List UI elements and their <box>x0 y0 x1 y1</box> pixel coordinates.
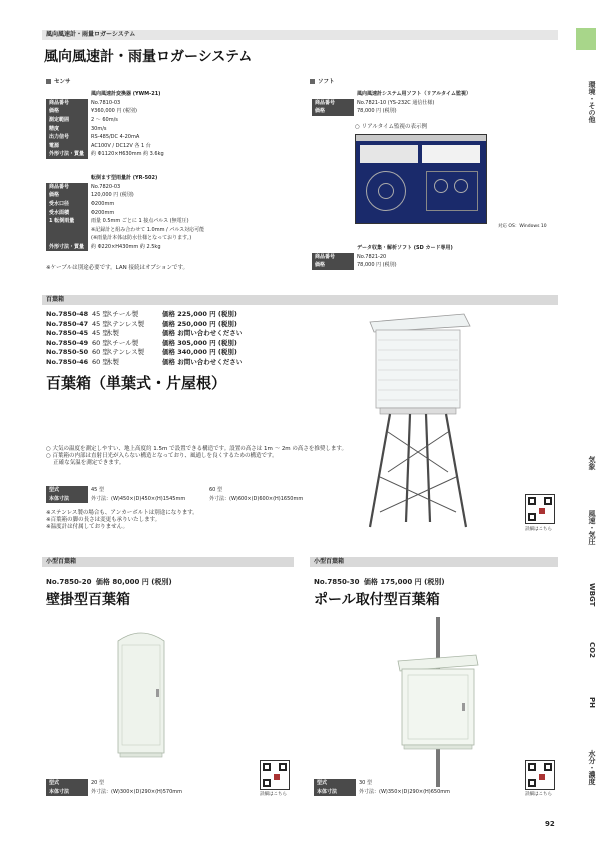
bullet-item: ○ 大気の温度を測定しやすい、地上高度約 1.5m で設置できる構造です。設置の高さは 1m 〜 2m の高さを推奨します。 <box>46 446 347 452</box>
list-item: No.7850-47 45 型ステンレス製 価格 250,000 円 (税別) <box>46 319 237 328</box>
note-item: ※温度計は付属しておりません。 <box>46 523 128 530</box>
hyakuyobako-bullets <box>46 446 516 467</box>
anemometer-name: 風向風速計変換器 (YWM-21) <box>91 91 161 98</box>
hyakuyobako-photo <box>360 312 476 532</box>
qr-caption-small-wall: 詳細はこちら <box>260 792 287 797</box>
software-section-heading: ソフト <box>310 79 335 86</box>
category-label: 風向風速計・雨量ロガーシステム <box>46 31 136 38</box>
list-item: No.7850-48 45 型スチール製 価格 225,000 円 (税別) <box>46 310 237 318</box>
note-item: ※百葉箱の脚の長さは変更も承りいたします。 <box>46 516 161 523</box>
side-tab-co2: CO2 <box>588 642 596 658</box>
hyakuyobako-spec-table: 型式 45 型 60 型 本体寸法 外寸法：(W)450×(D)450×(H)1545mm 外寸法：(W)600×(D)600×(H)1650mm <box>46 486 306 503</box>
qr-caption-hyakuyobako: 詳細はこちら <box>525 527 552 532</box>
software-screenshot <box>355 134 487 224</box>
monitor-software-table: 風向風速計システム用ソフト（リアルタイム監視） 商品番号 No.7821-10 (YS-232C 通信仕様) 価格 78,000 円 (税別) <box>312 90 474 116</box>
hyakuyobako-section-bar: 百葉箱 <box>42 295 558 305</box>
raingauge-name: 転倒ます型雨量計 (YR-502) <box>91 175 158 182</box>
os-note: 対応 OS：Windows 10 <box>498 224 547 229</box>
small-wall-title: 壁掛型百葉箱 <box>46 592 130 608</box>
bullet-item: ○ 百葉箱の内部は直射日光が入らない構造となっており、風通しを良くするための構造です。 <box>46 452 278 459</box>
small-pole-spec-table: 型式 30 型 本体寸法 外寸法：(W)350×(D)290×(H)650mm <box>314 779 453 796</box>
page-number: 92 <box>545 820 555 828</box>
sensor-note: ※ケーブルは別途必要です。LAN 接続はオプションです。 <box>46 265 189 271</box>
monitor-feature-note: ○ リアルタイム監視の表示例 <box>355 124 428 130</box>
side-tab-weather: 気象 <box>588 455 596 470</box>
hyakuyobako-notes <box>46 510 198 531</box>
hyakuyobako-title: 百葉箱（単葉式・片屋根） <box>46 374 227 392</box>
list-item: No.7850-49 60 型スチール製 価格 305,000 円 (税別) <box>46 338 237 347</box>
list-item: No.7850-46 60 型木製 価格 お問い合わせください <box>46 357 243 366</box>
datacollect-software-name: データ収集・解析ソフト (SD カード専用) <box>357 245 453 252</box>
small-pole-title: ポール取付型百葉箱 <box>314 592 440 608</box>
note-item: ※ステンレス製の場合も、アンカーボルトは別途になります。 <box>46 510 198 516</box>
qr-code-small-pole[interactable] <box>525 760 555 790</box>
raingauge-spec-table: 転倒ます型雨量計 (YR-502) 商品番号 No.7820-03 価格 120,000 円 (税別) 受水口径 Φ200mm 受水面積 Φ200mm 1 転倒雨量 雨量 0.5mm ごとに 1 接点パルス (無電圧) ※記録計と組み合わせて 1.0mm / パルス対応可能 (※雨量計本体は防水仕様となっております。) 外形寸法・質量 約 Φ220×H430mm 約 2.5kg <box>46 174 207 251</box>
qr-code-hyakuyobako[interactable] <box>525 494 555 524</box>
side-tab-wbgt: WBGT <box>588 583 596 607</box>
qr-code-small-wall[interactable] <box>260 760 290 790</box>
wall-hyakuyobako-photo <box>112 623 170 763</box>
bullet-item: 正確な気温を測定できます。 <box>46 459 125 466</box>
page-title: 風向風速計・雨量ロガーシステム <box>44 49 253 65</box>
anemometer-spec-table: 風向風速計変換器 (YWM-21) 商品番号 No.7810-03 価格 ¥360,000 円 (税別) 測定範囲 2 〜 60m/s 精度 30m/s 出力信号 RS-485/DC 4-20mA 電源 AC100V / DC12V 各 1 台 外形寸法・質量 約 Φ1120×H630mm 約 3.6kg <box>46 90 167 159</box>
side-tab-ph: PH <box>588 696 596 708</box>
sensor-section-heading: センサ <box>46 79 71 86</box>
pole-hyakuyobako-photo <box>392 617 482 787</box>
list-item: No.7850-50 60 型ステンレス製 価格 340,000 円 (税別) <box>46 348 237 356</box>
small-wall-product-line: No.7850-20 価格 80,000 円 (税別) <box>46 578 172 586</box>
qr-caption-small-pole: 詳細はこちら <box>525 792 552 797</box>
side-tab-wind: 風速・気圧 <box>588 509 596 545</box>
side-tab-moisture: 水分・濃度 <box>588 749 596 785</box>
side-accent <box>576 28 596 50</box>
list-item: No.7850-45 45 型木製 価格 お問い合わせください <box>46 329 243 337</box>
side-tab-top: 環境・その他 <box>588 81 596 123</box>
monitor-software-name: 風向風速計システム用ソフト（リアルタイム監視） <box>357 91 472 98</box>
hyakuyobako-list <box>46 310 346 367</box>
datacollect-software-table: データ収集・解析ソフト (SD カード専用) 商品番号 No.7821-20 価格 78,000 円 (税別) <box>312 244 456 270</box>
small-pole-product-line: No.7850-30 価格 175,000 円 (税別) <box>314 578 445 586</box>
category-bar <box>42 30 558 40</box>
small-wall-spec-table: 型式 20 型 本体寸法 外寸法：(W)300×(D)290×(H)570mm <box>46 779 185 796</box>
small-pole-section-bar: 小型百葉箱 <box>310 557 558 567</box>
small-wall-section-bar: 小型百葉箱 <box>42 557 294 567</box>
